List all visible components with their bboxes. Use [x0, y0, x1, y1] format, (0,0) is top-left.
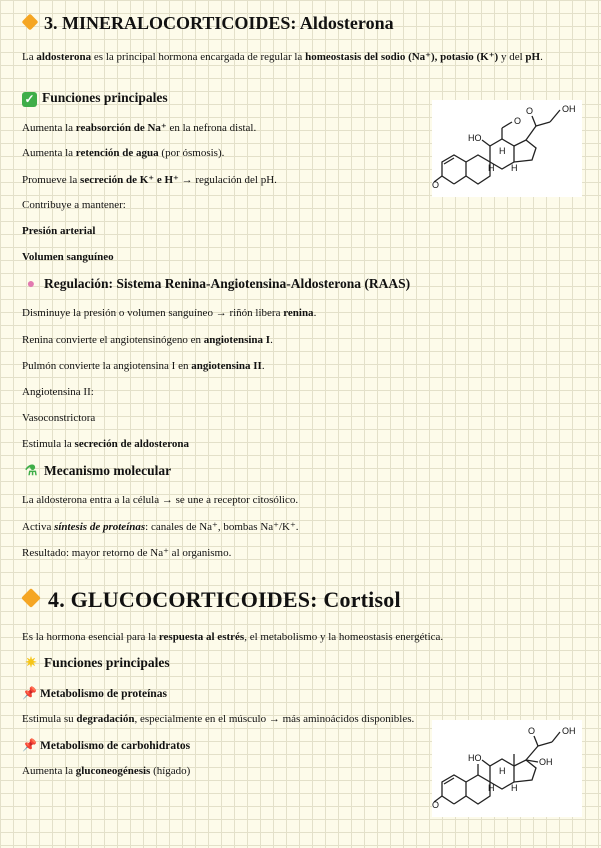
- label-o-ketone: O: [526, 106, 534, 116]
- section-4-intro: Es la hormona esencial para la respuesta al estrés, el metabolismo y la homeostasis energética.: [22, 631, 444, 643]
- regulacion-6: Estimula la secreción de aldosterona: [22, 438, 190, 450]
- funcion-5: Presión arterial: [22, 225, 96, 237]
- label-h: H: [511, 163, 518, 173]
- label-h: H: [499, 766, 506, 776]
- label-ho: HO: [468, 753, 482, 763]
- cortisol-structure-image: [432, 720, 582, 817]
- mecanismo-2: Activa síntesis de proteínas: canales de Na⁺, bombas Na⁺/K⁺.: [22, 521, 299, 533]
- funcion-3: Promueve la secreción de K⁺ e H⁺ → regulación del pH.: [22, 174, 277, 186]
- label-h: H: [488, 783, 495, 793]
- orange-diamond-icon: [21, 588, 41, 608]
- label-o-aldehyde: O: [514, 116, 522, 126]
- section-4-title: 4. GLUCOCORTICOIDES: Cortisol: [24, 587, 401, 613]
- sparkle-icon: ✷: [25, 656, 37, 671]
- proteinas-1: Estimula su degradación, especialmente en el músculo → más aminoácidos disponibles.: [22, 713, 415, 725]
- label-h: H: [499, 146, 506, 156]
- funciones-heading: ✓ Funciones principales: [22, 90, 168, 107]
- regulacion-3: Pulmón convierte la angiotensina I en angiotensina II.: [22, 360, 265, 372]
- pushpin-icon: 📌: [22, 738, 37, 752]
- regulacion-4: Angiotensina II:: [22, 386, 94, 398]
- label-oh: OH: [562, 726, 576, 736]
- label-ho: HO: [468, 133, 482, 143]
- label-oh: OH: [539, 757, 553, 767]
- carbohidratos-1: Aumenta la gluconeogénesis (hígado): [22, 765, 191, 777]
- section-3-intro: La aldosterona es la principal hormona encargada de regular la homeostasis del sodio (Na⁺), potasio (K⁺) y del pH.: [22, 51, 543, 63]
- mecanismo-3: Resultado: mayor retorno de Na⁺ al organismo.: [22, 547, 232, 559]
- check-mark-icon: ✓: [22, 92, 37, 107]
- funcion-6: Volumen sanguíneo: [22, 251, 114, 263]
- funciones-heading-2: ✷ Funciones principales: [22, 655, 170, 672]
- carbohidratos-heading: 📌 Metabolismo de carbohidratos: [22, 738, 191, 752]
- pushpin-icon: 📌: [22, 686, 37, 700]
- brain-icon: ●: [26, 277, 36, 292]
- label-oh: OH: [562, 104, 576, 114]
- regulacion-1: Disminuye la presión o volumen sanguíneo → riñón libera renina.: [22, 307, 317, 319]
- funcion-2: Aumenta la retención de agua (por ósmosis).: [22, 147, 225, 159]
- label-h: H: [488, 163, 495, 173]
- orange-diamond-icon: [22, 14, 39, 31]
- test-tube-icon: ⚗: [24, 464, 38, 479]
- proteinas-heading: 📌 Metabolismo de proteínas: [22, 686, 167, 700]
- label-o: O: [432, 800, 440, 810]
- section-3-title: 3. MINERALOCORTICOIDES: Aldosterona: [24, 13, 394, 34]
- regulacion-5: Vasoconstrictora: [22, 412, 96, 424]
- regulacion-heading: ● Regulación: Sistema Renina-Angiotensina-Aldosterona (RAAS): [22, 276, 410, 293]
- funcion-4: Contribuye a mantener:: [22, 199, 126, 211]
- mecanismo-heading: ⚗ Mecanismo molecular: [22, 463, 171, 480]
- aldosterone-structure-image: [432, 100, 582, 197]
- label-o-ketone: O: [528, 726, 536, 736]
- label-o: O: [432, 180, 440, 190]
- mecanismo-1: La aldosterona entra a la célula → se une a receptor citosólico.: [22, 494, 299, 506]
- regulacion-2: Renina convierte el angiotensinógeno en angiotensina I.: [22, 334, 273, 346]
- funcion-1: Aumenta la reabsorción de Na⁺ en la nefrona distal.: [22, 122, 257, 134]
- label-h: H: [511, 783, 518, 793]
